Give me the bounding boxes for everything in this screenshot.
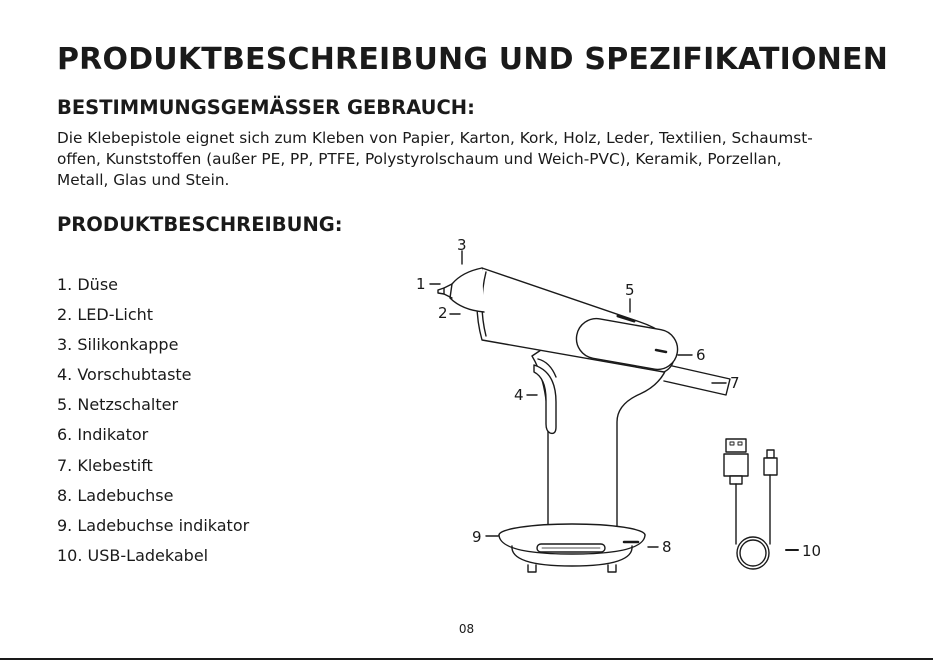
callout-9: 9 xyxy=(472,528,482,546)
list-item: 7. Klebestift xyxy=(57,455,153,475)
gun-body-drawing xyxy=(477,268,681,373)
callout-2: 2 xyxy=(438,304,448,322)
list-item: 9. Ladebuchse indikator xyxy=(57,515,250,535)
usb-cable-drawing xyxy=(724,439,777,569)
base-drawing xyxy=(499,524,645,572)
page-title: PRODUKTBESCHREIBUNG UND SPEZIFIKATIONEN xyxy=(57,42,889,77)
list-item: 3. Silikonkappe xyxy=(57,335,179,355)
usage-paragraph xyxy=(57,128,877,191)
list-item: 10. USB-Ladekabel xyxy=(57,545,209,565)
callout-3: 3 xyxy=(457,236,467,254)
callout-6: 6 xyxy=(696,346,706,364)
callout-7: 7 xyxy=(730,374,740,392)
callout-5: 5 xyxy=(625,281,635,299)
list-item: 2. LED-Licht xyxy=(57,305,154,325)
glue-stick-drawing xyxy=(664,365,730,395)
page-number: 08 xyxy=(458,622,475,636)
usage-heading: BESTIMMUNGSGEMÄSSER GEBRAUCH: xyxy=(57,96,475,119)
description-heading: PRODUKTBESCHREIBUNG: xyxy=(57,213,343,236)
list-item: 6. Indikator xyxy=(57,425,149,445)
list-item: 1. Düse xyxy=(57,275,118,294)
callout-10: 10 xyxy=(802,542,822,560)
list-item: 8. Ladebuchse xyxy=(57,485,174,505)
list-item: 4. Vorschubtaste xyxy=(57,365,192,385)
handle-drawing xyxy=(532,344,668,527)
usage-line: Die Klebepistole eignet sich zum Kleben von Papier, Karton, Kork, Holz, Leder, Textilien, Schaumst- xyxy=(57,129,813,147)
bottom-divider xyxy=(0,658,933,660)
callout-4: 4 xyxy=(514,386,524,404)
list-item: 5. Netzschalter xyxy=(57,395,179,415)
callout-1: 1 xyxy=(416,275,426,293)
callout-8: 8 xyxy=(662,538,672,556)
usage-line: Metall, Glas und Stein. xyxy=(57,171,230,189)
parts-list xyxy=(57,273,249,574)
glue-gun-figure xyxy=(400,232,860,587)
usage-line: offen, Kunststoffen (außer PE, PP, PTFE, Polystyrolschaum und Weich-PVC), Keramik, Porzellan, xyxy=(57,150,782,168)
